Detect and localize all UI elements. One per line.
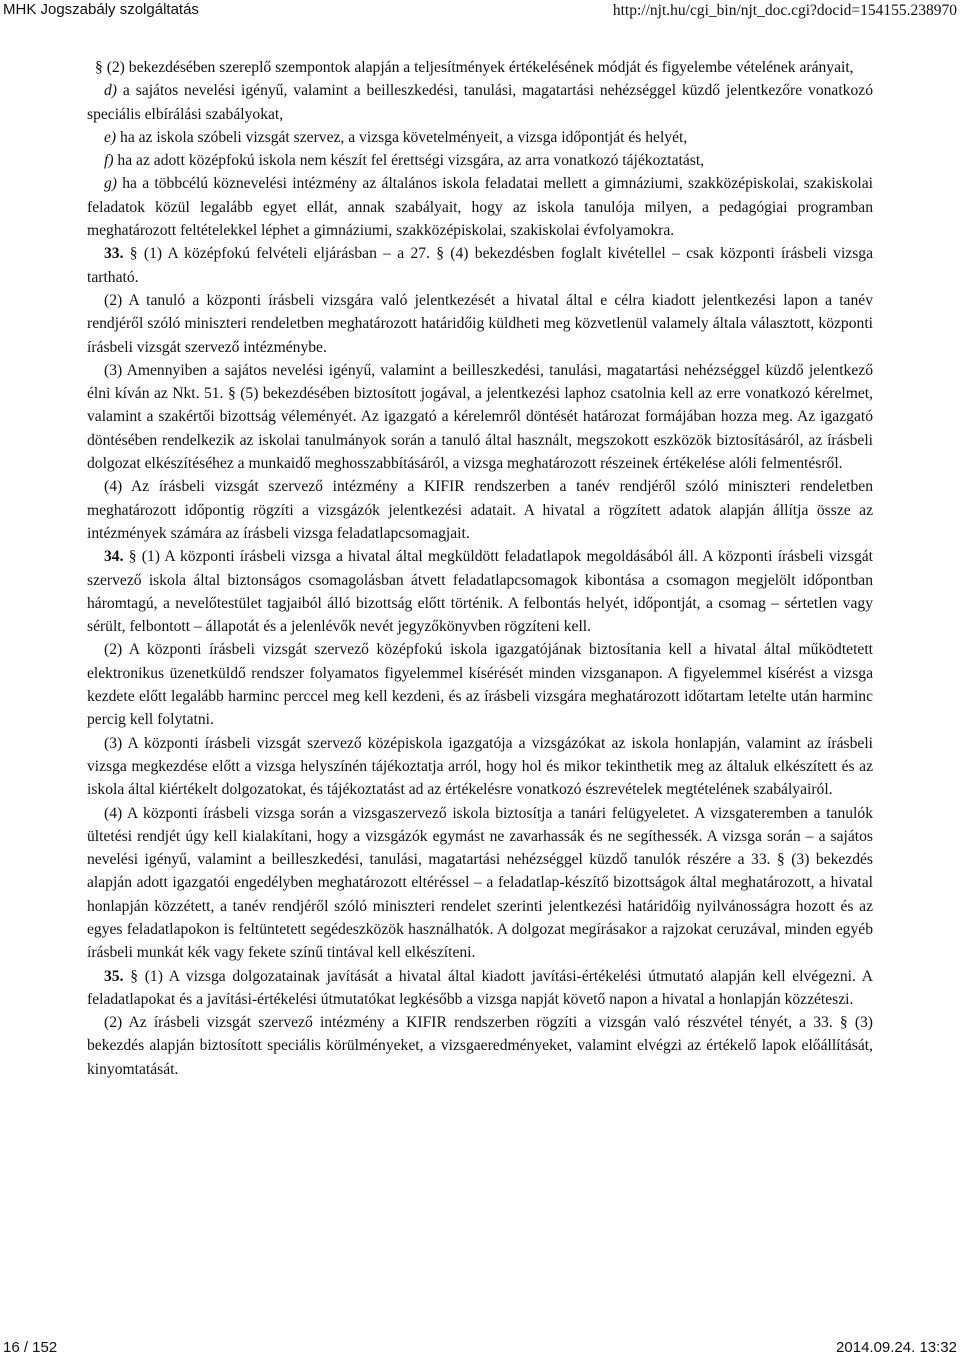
- list-marker: d): [104, 82, 117, 100]
- section-paragraph: [87, 545, 873, 638]
- header-site-name: MHK Jogszabály szolgáltatás: [3, 1, 199, 18]
- paragraph-text: (3) A központi írásbeli vizsgát szervező középiskola igazgatója a vizsgázókat az iskola honlapján, valamint az írásbeli vizsga megkezdése előtt a vizsga helyszínén tájékoztatja arról, hogy hol és mikor tekinthetik meg az általuk elkészített és az iskola által kiértékelt dolgozatokat, és tájékoztatást ad az értékelésre vonatkozó észrevételek megtételének szabályairól.: [87, 734, 873, 799]
- print-timestamp: 2014.09.24. 13:32: [836, 1339, 957, 1356]
- paragraph-text: (2) Az írásbeli vizsgát szervező intézmény a KIFIR rendszerben rögzíti a vizsgán való részvétel tényét, a 33. § (3) bekezdés alapján biztosított speciális körülményeket, a vizsgaeredményeket, valamint elvégzi az értékelő lapok előállítását, kinyomtatását.: [87, 1014, 873, 1078]
- section-number: 33.: [104, 245, 124, 263]
- paragraph-text: § (1) A középfokú felvételi eljárásban – a 27. § (4) bekezdésben foglalt kivétellel – csak központi írásbeli vizsga tartható.: [87, 245, 873, 286]
- paragraph: [87, 126, 873, 149]
- paragraph-text: § (1) A vizsga dolgozatainak javítását a hivatal által kiadott javítási-értékelési útmutató alapján kell elvégezni. A feladatlapokat és a javítási-értékelési útmutatókat legkésőbb a vizsga napját követő napon a hivatal a honlapján közzéteszi.: [87, 967, 873, 1008]
- section-paragraph: [87, 965, 873, 1012]
- paragraph-text: e) ha az iskola szóbeli vizsgát szervez, a vizsga követelményeit, a vizsga időpontját és helyét,: [104, 128, 688, 146]
- paragraph: [87, 172, 873, 242]
- list-marker: f): [104, 152, 114, 170]
- paragraph: [87, 289, 873, 359]
- page-header: [0, 0, 960, 22]
- paragraph: [87, 802, 873, 965]
- paragraph-text: f) ha az adott középfokú iskola nem készít fel érettségi vizsgára, az arra vonatkozó tájékoztatást,: [104, 152, 705, 170]
- paragraph-text: § (1) A központi írásbeli vizsga a hivatal által megküldött feladatlapok megoldásából áll. A központi írásbeli vizsgát szervező iskola által biztonságos csomagolásban átvett feladatlapcsomagok kibontása a csomagon megjelölt időpontban háromtagú, a nevelőtestület tagjaiból álló bizottság előtt történik. A felbontás helyét, időpontját, a csomag – sértetlen vagy sérült, felbontott – állapotát és a jelenlévők nevét jegyzőkönyvben rögzíteni kell.: [87, 548, 873, 636]
- section-paragraph: [87, 242, 873, 289]
- paragraph-text: (4) A központi írásbeli vizsga során a vizsgaszervező iskola biztosítja a tanári felügyeletet. A vizsgateremben a tanulók ültetési rendjét úgy kell kialakítani, hogy a vizsgázók egymást ne zavarhassák és ne segíthessék. A vizsga során – a sajátos nevelési igényű, valamint a beilleszkedési, tanulási, magatartási nehézséggel küzdő tanulók részére a 33. § (3) bekezdés alapján adott igazgatói engedélyben meghatározott eltéréssel – a feladatlap-készítő bizottságok által meghatározott, a hivatal honlapján közzétett, a tanév rendjéről szóló miniszteri rendelet szerinti jelentkezési határidőig nyilvánosságra hozott és az egyes feladatlapokon is feltüntetett segédeszközök használhatók. A dolgozat megírásakor a rajzokat ceruzával, minden egyéb írásbeli munkát kék vagy fekete színű tintával kell elkészíteni.: [87, 804, 873, 962]
- page-footer: [0, 1335, 960, 1357]
- paragraph: [87, 1011, 873, 1081]
- paragraph-text: g) ha a többcélú köznevelési intézmény az általános iskola feladatai mellett a gimnáziumi, szakközépiskolai, szakiskolai feladatok közül legalább egyet ellát, annak szabályait, hogy az iskola tanulója milyen, a pedagógiai programban meghatározott feltételekkel léphet a gimnáziumi, szakközépiskolai, szakiskolai évfolyamokra.: [87, 175, 873, 240]
- paragraph-text: § (2) bekezdésében szereplő szempontok alapján a teljesítmények értékelésének módját és figyelembe vételének arányait,: [95, 59, 854, 76]
- section-number: 35.: [104, 967, 124, 985]
- list-marker: g): [104, 175, 117, 193]
- section-number: 34.: [104, 548, 124, 566]
- paragraph: [87, 149, 873, 172]
- paragraph: [87, 79, 873, 126]
- paragraph-text: (2) A tanuló a központi írásbeli vizsgára való jelentkezését a hivatal által e célra kiadott jelentkezési lapon a tanév rendjéről szóló miniszteri rendeletben meghatározott határidőig küldheti meg közvetlenül valamely általa választott, központi írásbeli vizsgát szervező intézménybe.: [87, 291, 873, 356]
- paragraph-text: (4) Az írásbeli vizsgát szervező intézmény a KIFIR rendszerben a tanév rendjéről szóló miniszteri rendeletben meghatározott időpontig rögzíti a vizsgázók jelentkezési adatait. A hivatal a rögzített adatok alapján állítja össze az intézmények számára az írásbeli vizsga feladatlapcsomagjait.: [87, 478, 873, 542]
- paragraph: [87, 359, 873, 475]
- list-marker: e): [104, 128, 117, 146]
- header-url[interactable]: http://njt.hu/cgi_bin/njt_doc.cgi?docid=154155.238970: [612, 2, 957, 19]
- document-body: [87, 56, 873, 1081]
- paragraph-text: (2) A központi írásbeli vizsgát szervező középfokú iskola igazgatójának biztosítania kell a hivatal által működtetett elektronikus üzenetküldő rendszer folyamatos figyelemmel kísérését minden vizsganapon. A figyelemmel kísérést a vizsga kezdete előtt legalább harminc perccel meg kell kezdeni, és az írásbeli vizsgára meghatározott időtartam letelte után harminc percig kell folytatni.: [87, 641, 873, 729]
- paragraph: [87, 732, 873, 802]
- paragraph-text: (3) Amennyiben a sajátos nevelési igényű, valamint a beilleszkedési, tanulási, magatartási nehézséggel küzdő jelentkező élni kíván az Nkt. 51. § (5) bekezdésében biztosított jogával, a jelentkezési laphoz csatolnia kell az erre vonatkozó kérelmet, valamint a szakértői bizottság véleményét. Az igazgató a kérelemről döntését határozat formájában hozza meg. Az igazgató döntésében rendelkezik az iskolai tanulmányok során a tanuló által használt, megszokott eszközök biztosításáról, az írásbeli dolgozat elkészítéséhez a munkaidő meghosszabbításáról, a vizsga meghatározott részeinek értékelése alóli felmentésről.: [87, 361, 873, 473]
- paragraph-text: d) a sajátos nevelési igényű, valamint a beilleszkedési, tanulási, magatartási nehézséggel küzdő jelentkezőre vonatkozó speciális elbírálási szabályokat,: [87, 82, 873, 123]
- paragraph: [87, 638, 873, 731]
- paragraph: [87, 475, 873, 545]
- page-number: 16 / 152: [3, 1339, 58, 1356]
- paragraph: [87, 56, 873, 79]
